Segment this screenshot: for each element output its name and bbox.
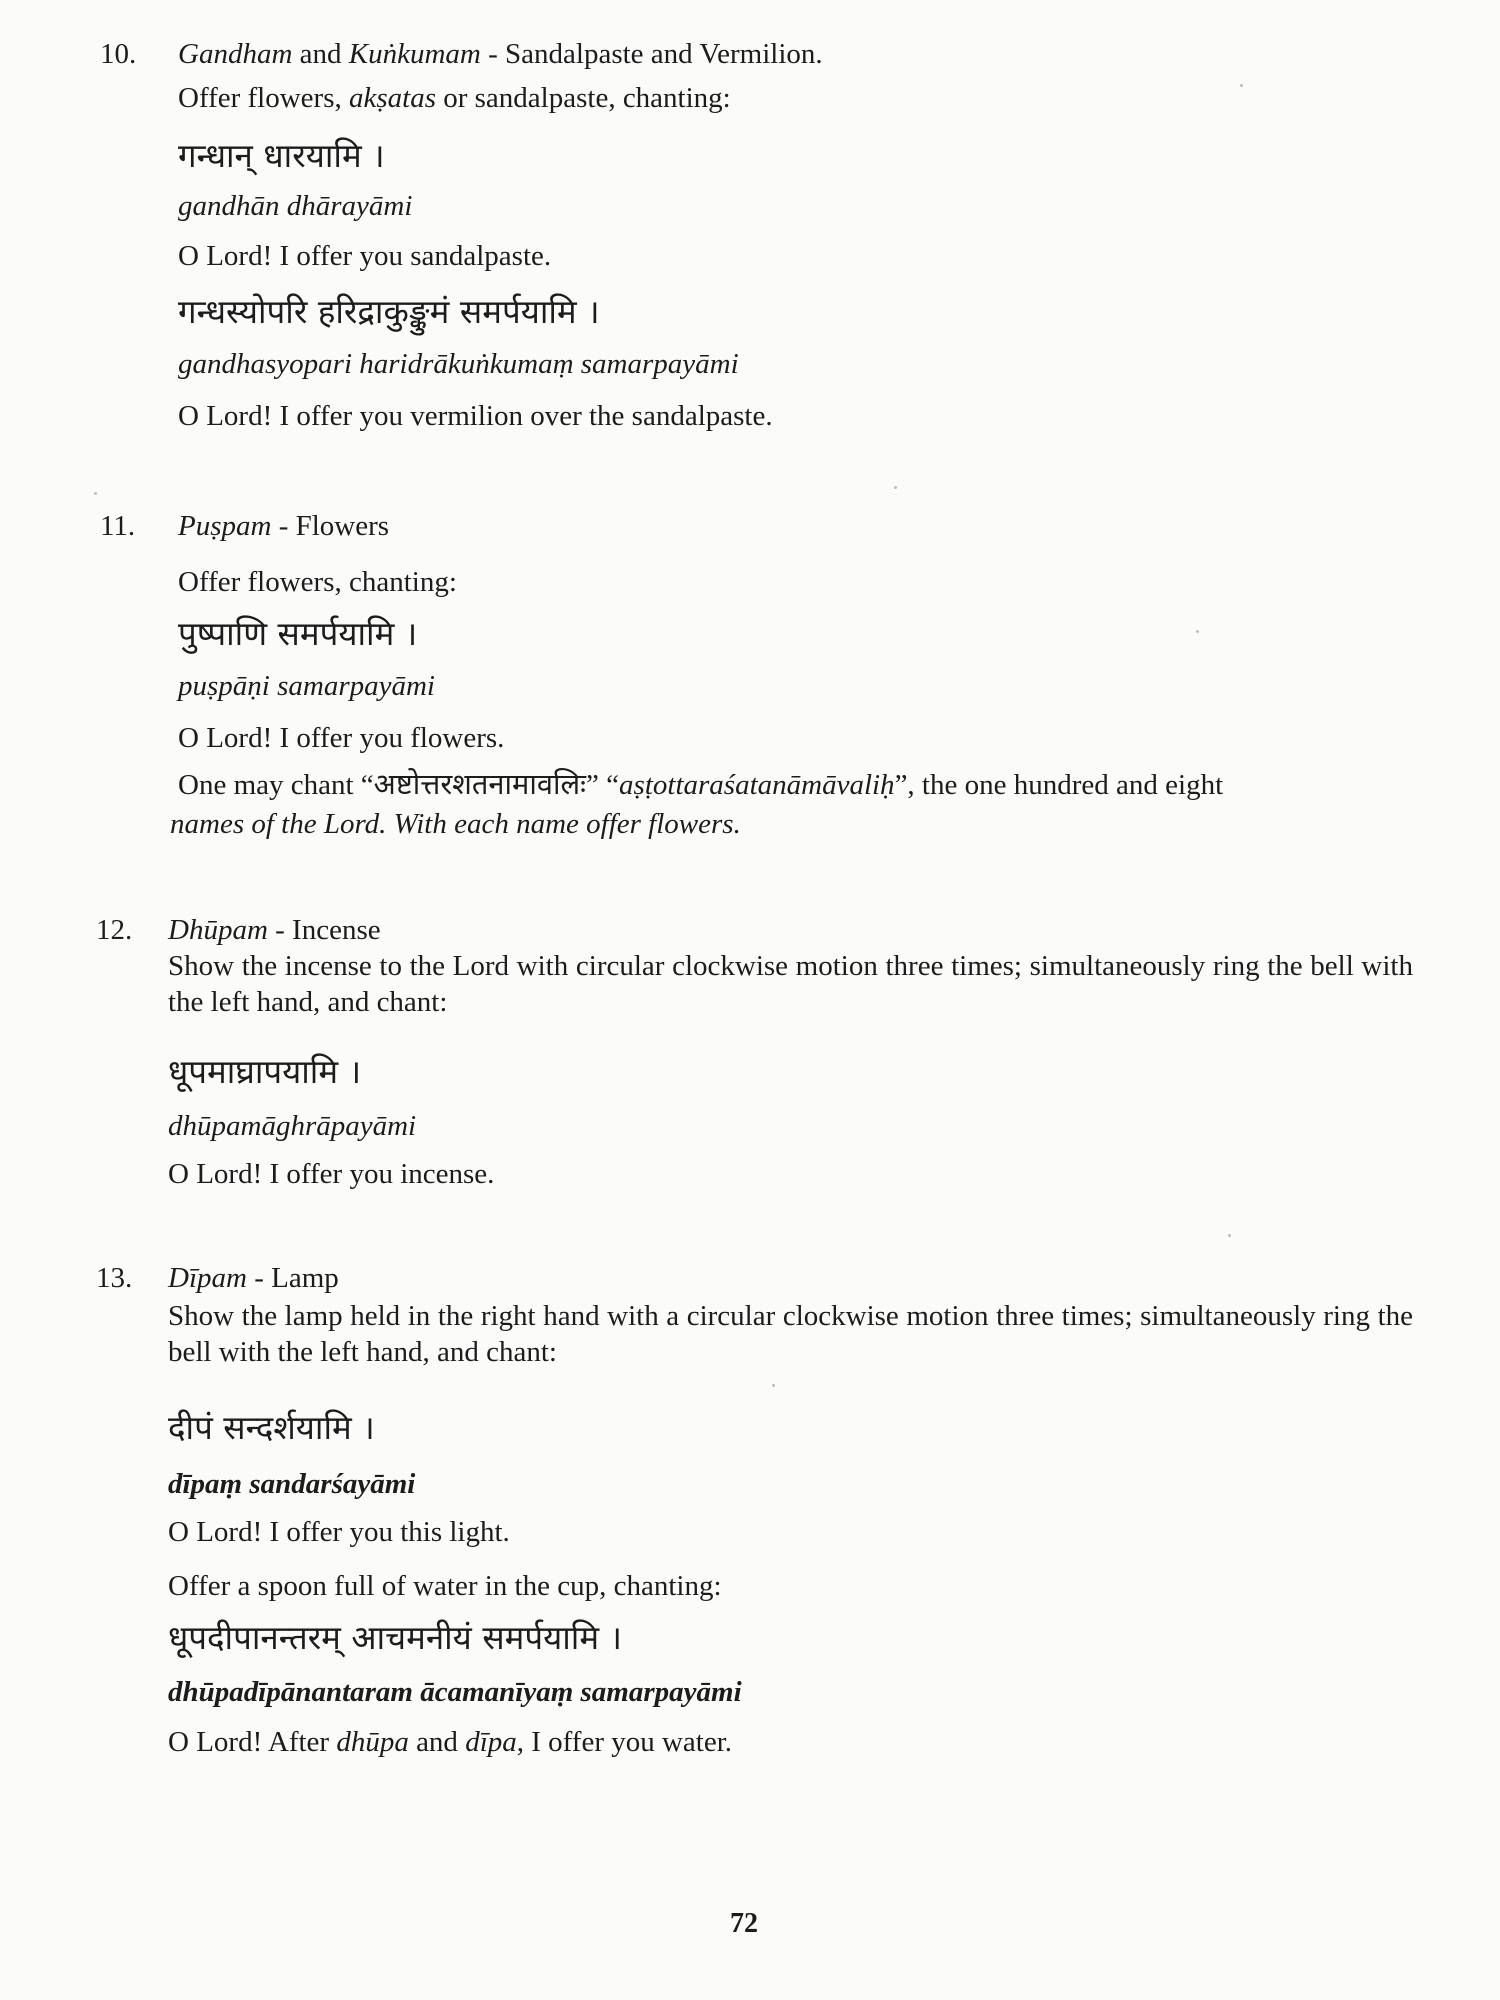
- page-number: 72: [730, 1908, 758, 1939]
- transliteration: dhūpamāghrāpayāmi: [168, 1110, 417, 1142]
- section-heading: Gandham and Kuṅkumam - Sandalpaste and Vermilion.: [178, 38, 823, 70]
- sanskrit-mantra: पुष्पाणि समर्पयामि ।: [178, 614, 418, 653]
- instruction: Offer flowers, chanting:: [178, 566, 457, 598]
- scan-speck: [1228, 1234, 1231, 1237]
- sanskrit-mantra: दीपं सन्दर्शयामि ।: [168, 1408, 375, 1447]
- scan-speck: [94, 492, 97, 495]
- scan-speck: [1240, 84, 1243, 87]
- section-number: 13.: [96, 1262, 133, 1294]
- transliteration: gandhasyopari haridrākuṅkumaṃ samarpayāmi: [178, 348, 739, 380]
- sanskrit-mantra: गन्धान् धारयामि ।: [178, 136, 385, 175]
- scan-speck: [772, 1384, 775, 1387]
- instruction: Offer a spoon full of water in the cup, chanting:: [168, 1570, 722, 1602]
- section-number: 12.: [96, 914, 133, 946]
- section-heading: Puṣpam - Flowers: [178, 510, 390, 542]
- instruction: Offer flowers, akṣatas or sandalpaste, chanting:: [178, 82, 731, 114]
- meaning: O Lord! I offer you this light.: [168, 1516, 510, 1548]
- chant-note: One may chant “अष्टोत्तरशतनामावलिः” “aṣṭottaraśatanāmāvaliḥ”, the one hundred and eight: [178, 767, 1224, 801]
- section-number: 11.: [100, 510, 136, 542]
- sanskrit-mantra: धूपदीपानन्तरम् आचमनीयं समर्पयामि ।: [168, 1618, 623, 1657]
- meaning: O Lord! I offer you flowers.: [178, 722, 505, 754]
- transliteration: dhūpadīpānantaram ācamanīyaṃ samarpayāmi: [168, 1676, 742, 1708]
- sanskrit-mantra: गन्धस्योपरि हरिद्राकुङ्कुमं समर्पयामि ।: [178, 292, 600, 331]
- section-heading: Dhūpam - Incense: [168, 914, 381, 946]
- section-heading: Dīpam - Lamp: [168, 1262, 339, 1294]
- meaning: O Lord! After dhūpa and dīpa, I offer you water.: [168, 1726, 733, 1758]
- meaning: O Lord! I offer you vermilion over the sandalpaste.: [178, 400, 773, 432]
- section-number: 10.: [100, 38, 137, 70]
- sanskrit-mantra: धूपमाघ्रापयामि ।: [168, 1052, 362, 1091]
- instruction: Show the lamp held in the right hand with a circular clockwise motion three times; simultaneously ring the bell with the left hand, and chant:: [168, 1300, 1413, 1368]
- scan-speck: [1196, 630, 1199, 633]
- meaning: O Lord! I offer you incense.: [168, 1158, 495, 1190]
- transliteration: puṣpāṇi samarpayāmi: [178, 670, 435, 702]
- transliteration: gandhān dhārayāmi: [178, 190, 413, 222]
- transliteration: dīpaṃ sandarśayāmi: [168, 1468, 416, 1500]
- instruction: Show the incense to the Lord with circular clockwise motion three times; simultaneously ring the bell with the left hand, and chant:: [168, 950, 1413, 1018]
- chant-note-cont: names of the Lord. With each name offer flowers.: [170, 808, 741, 840]
- meaning: O Lord! I offer you sandalpaste.: [178, 240, 552, 272]
- scan-speck: [894, 486, 897, 489]
